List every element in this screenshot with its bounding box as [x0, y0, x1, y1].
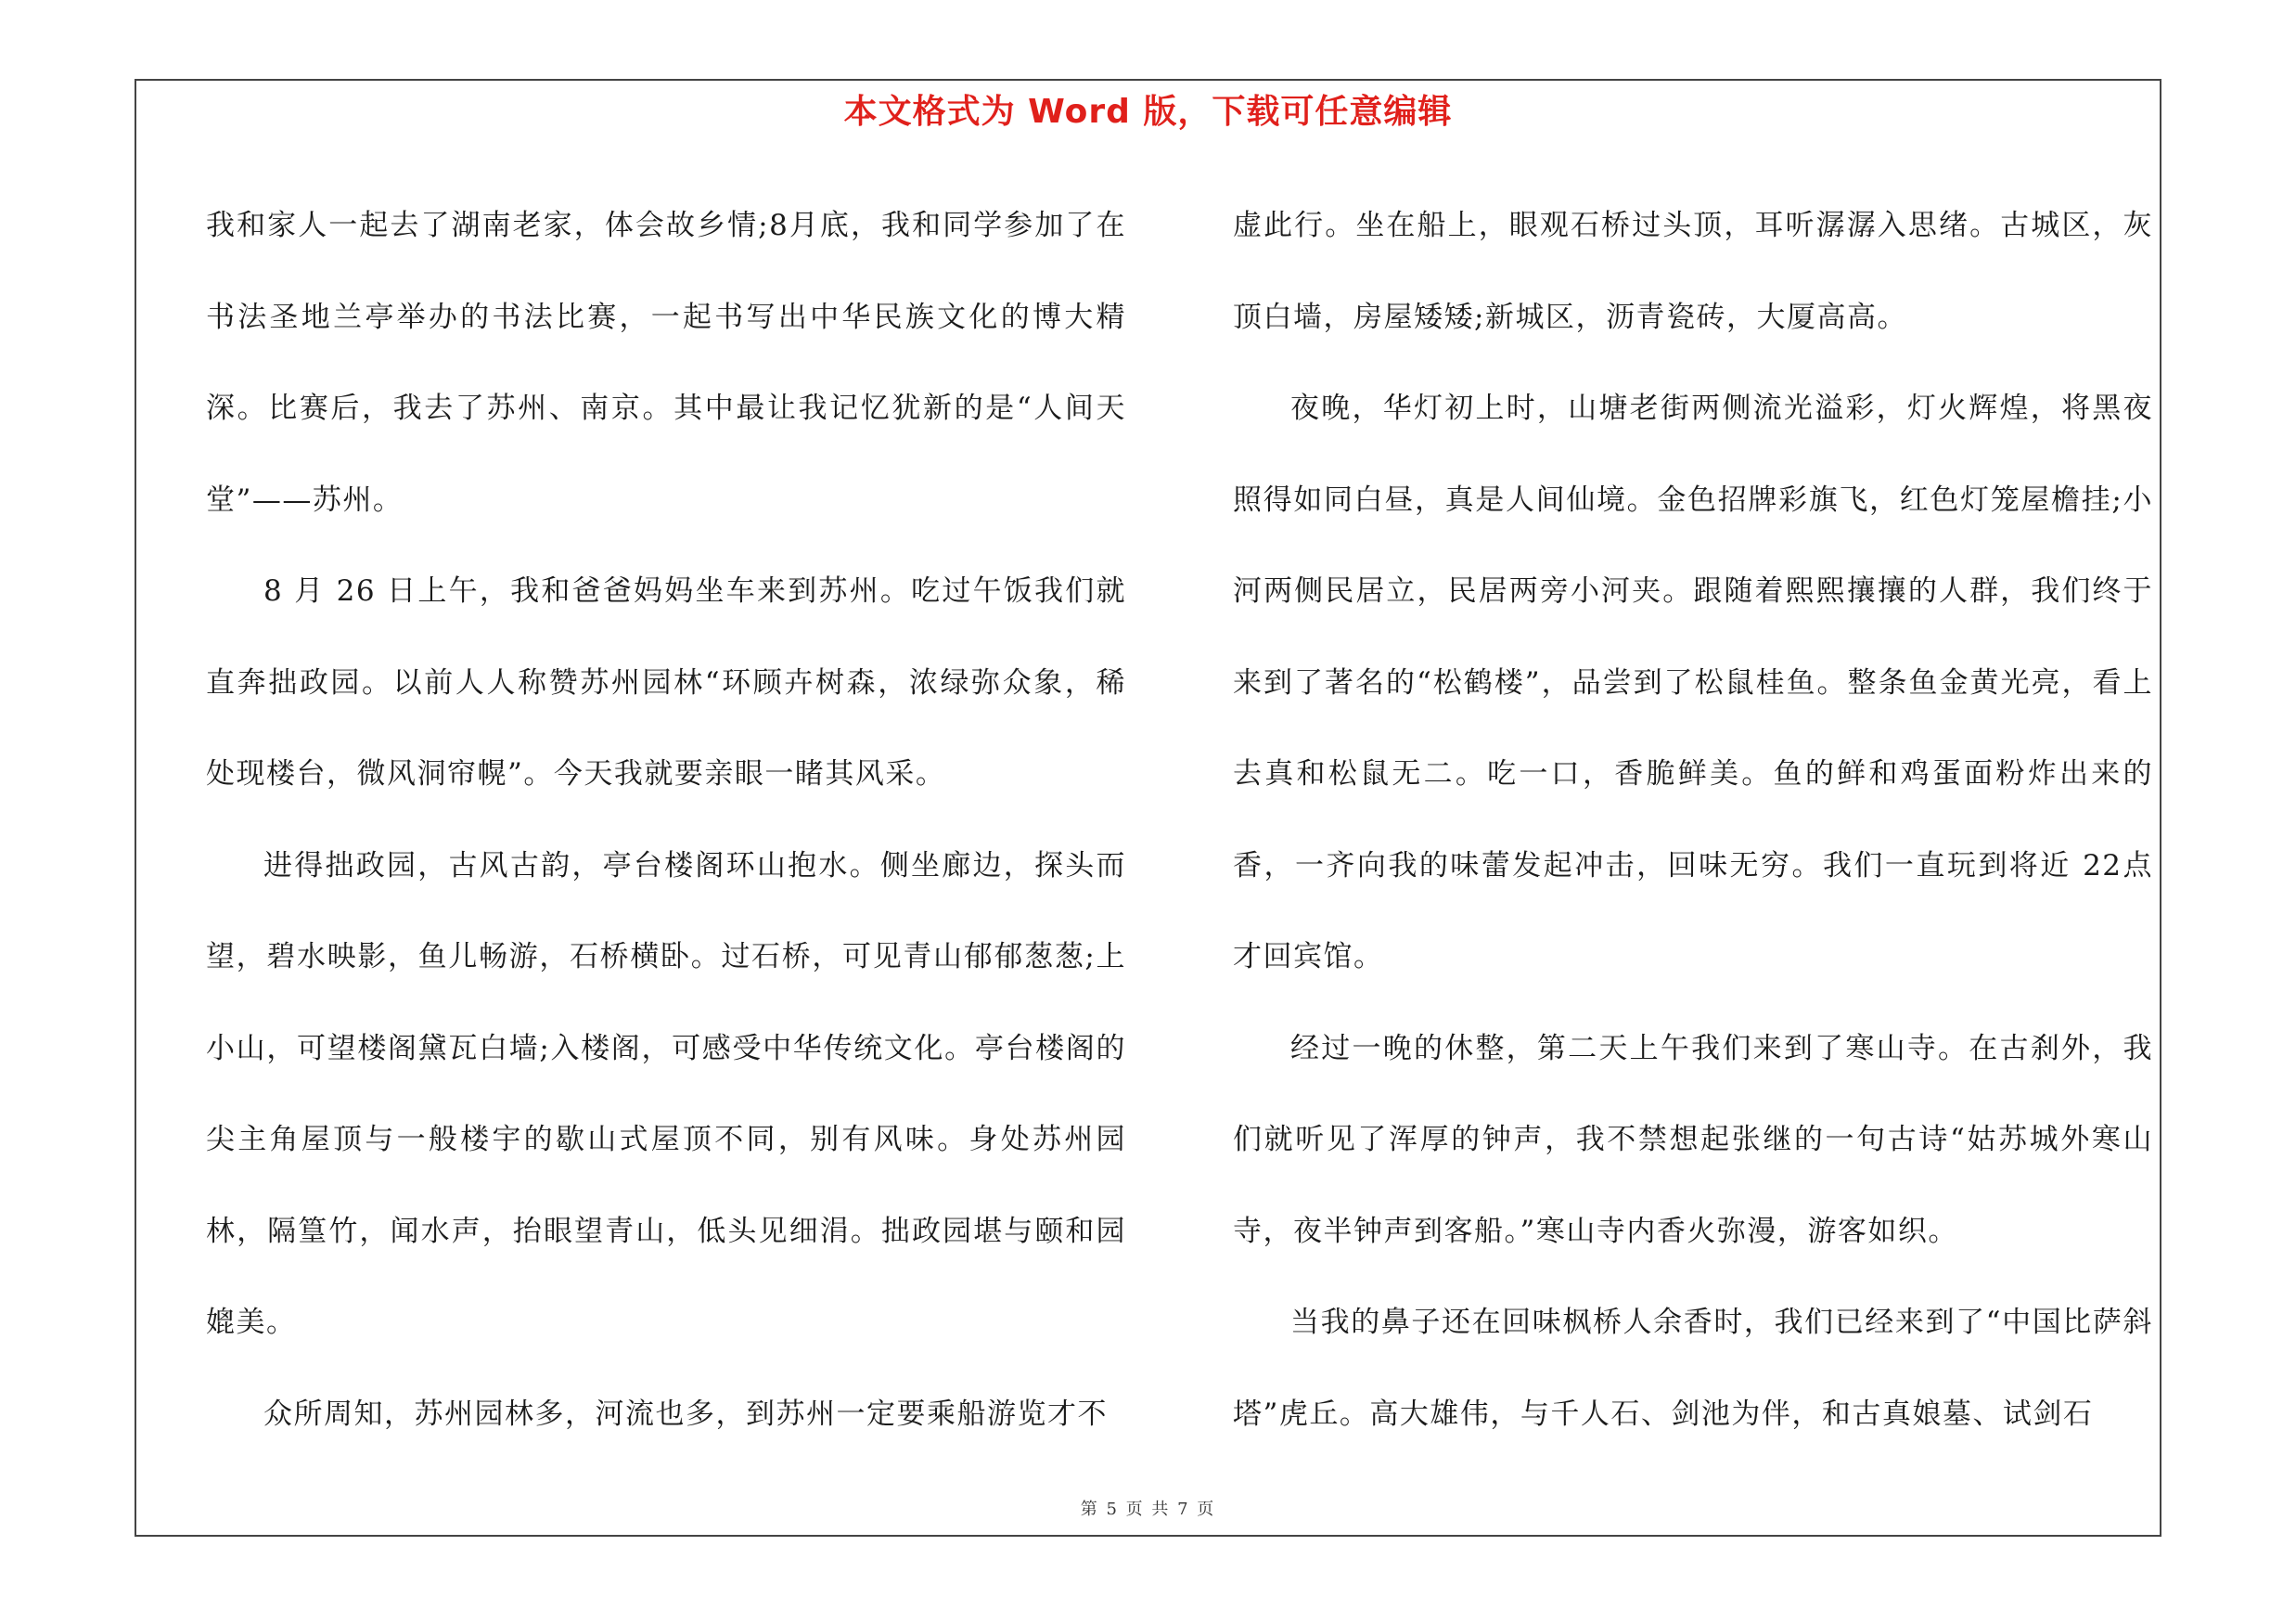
- paragraph: 我和家人一起去了湖南老家，体会故乡情;8月底，我和同学参加了在书法圣地兰亭举办的书法比赛，一起书写出中华民族文化的博大精深。比赛后，我去了苏州、南京。其中最让我记忆犹新的是“人间天堂”——苏州。: [206, 209, 1126, 517]
- paragraph: 众所周知，苏州园林多，河流也多，到苏州一定要乘船游览才不: [263, 1397, 1108, 1431]
- paragraph: 虚此行。坐在船上，眼观石桥过头顶，耳听潺潺入思绪。古城区，灰顶白墙，房屋矮矮;新城区，沥青瓷砖，大厦高高。: [1233, 209, 2153, 334]
- right-text-column: [1233, 180, 2153, 1460]
- paragraph: 进得拙政园，古风古韵，亭台楼阁环山抱水。侧坐廊边，探头而望，碧水映影，鱼儿畅游，石桥横卧。过石桥，可见青山郁郁葱葱;上小山，可望楼阁黛瓦白墙;入楼阁，可感受中华传统文化。亭台楼阁的尖主角屋顶与一般楼宇的歇山式屋顶不同，别有风味。身处苏州园林，隔篁竹，闻水声，抬眼望青山，低头见细涓。拙政园堪与颐和园媲美。: [206, 848, 1126, 1339]
- paragraph: 8 月 26 日上午，我和爸爸妈妈坐车来到苏州。吃过午饭我们就直奔拙政园。以前人人称赞苏州园林“环顾卉树森，浓绿弥众象，稀处现楼台，微风洞帘幌”。今天我就要亲眼一睹其风采。: [206, 574, 1126, 791]
- left-text-column: [206, 180, 1126, 1460]
- paragraph: 经过一晚的休整，第二天上午我们来到了寒山寺。在古刹外，我们就听见了浑厚的钟声，我不禁想起张继的一句古诗“姑苏城外寒山寺，夜半钟声到客船。”寒山寺内香火弥漫，游客如织。: [1233, 1031, 2153, 1248]
- page-number: 第 5 页 共 7 页: [1080, 1500, 1216, 1519]
- page-header-notice: 本文格式为 Word 版，下载可任意编辑: [843, 93, 1453, 131]
- paragraph: 当我的鼻子还在回味枫桥人余香时，我们已经来到了“中国比萨斜塔”虎丘。高大雄伟，与千人石、剑池为伴，和古真娘墓、试剑石: [1233, 1306, 2153, 1431]
- paragraph: 夜晚，华灯初上时，山塘老街两侧流光溢彩，灯火辉煌，将黑夜照得如同白昼，真是人间仙境。金色招牌彩旗飞，红色灯笼屋檐挂;小河两侧民居立，民居两旁小河夹。跟随着熙熙攘攘的人群，我们终于来到了著名的“松鹤楼”，品尝到了松鼠桂鱼。整条鱼金黄光亮，看上去真和松鼠无二。吃一口，香脆鲜美。鱼的鲜和鸡蛋面粉炸出来的香，一齐向我的味蕾发起冲击，回味无穷。我们一直玩到将近 22点才回宾馆。: [1233, 392, 2153, 973]
